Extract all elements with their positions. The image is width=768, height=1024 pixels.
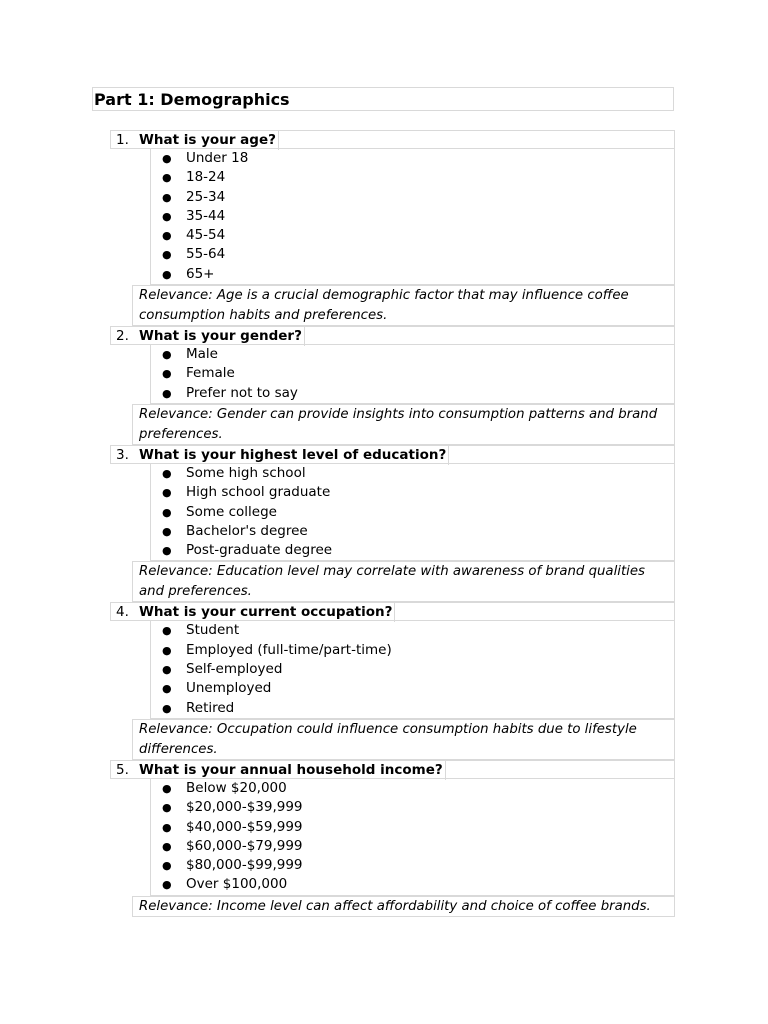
bullet-icon: ●: [162, 781, 172, 795]
option-item: [151, 503, 674, 522]
bullet-icon: ●: [162, 682, 172, 696]
option-label: Self-employed: [186, 661, 283, 678]
option-list: [150, 149, 675, 285]
option-label: Under 18: [186, 150, 249, 166]
option-label: Employed (full-time/part-time): [186, 641, 392, 658]
option-item: [151, 364, 674, 383]
option-label: Retired: [186, 699, 235, 716]
question-line: [110, 130, 675, 149]
option-item: [151, 188, 674, 207]
question-number: 5.: [116, 761, 129, 778]
bullet-icon: ●: [162, 820, 172, 834]
bullet-icon: ●: [162, 367, 172, 381]
bullet-icon: ●: [162, 624, 172, 638]
bullet-icon: ●: [162, 878, 172, 892]
option-label: Male: [186, 346, 218, 363]
question-text: What is your age?: [139, 131, 279, 150]
option-item: [151, 679, 674, 698]
option-item: [151, 699, 674, 718]
question-item: [110, 760, 675, 917]
option-item: [151, 660, 674, 679]
bullet-icon: ●: [162, 801, 172, 815]
bullet-icon: ●: [162, 839, 172, 853]
question-item: [110, 130, 675, 326]
relevance-note: Relevance: Age is a crucial demographic factor that may influence coffee consumption habits and preferences.: [132, 285, 675, 326]
relevance-note: Relevance: Gender can provide insights into consumption patterns and brand preferences.: [132, 404, 675, 445]
option-item: [151, 837, 674, 856]
option-label: Over $100,000: [186, 876, 288, 893]
question-number: 2.: [116, 328, 129, 345]
option-label: 18-24: [186, 169, 226, 186]
option-item: [151, 384, 674, 403]
option-item: [151, 483, 674, 502]
option-item: [151, 541, 674, 560]
bullet-icon: ●: [162, 524, 172, 538]
option-item: [151, 464, 674, 483]
section-heading: Part 1: Demographics: [92, 87, 674, 111]
relevance-note: Relevance: Education level may correlate with awareness of brand qualities and preferences.: [132, 561, 675, 602]
question-text: What is your highest level of education?: [139, 446, 449, 465]
option-item: [151, 779, 674, 798]
question-line: [110, 445, 675, 464]
option-item: [151, 265, 674, 284]
bullet-icon: ●: [162, 701, 172, 715]
question-text: What is your annual household income?: [139, 761, 446, 780]
option-list: [150, 779, 675, 896]
option-label: Post-graduate degree: [186, 542, 333, 559]
option-label: Prefer not to say: [186, 384, 298, 401]
option-label: Unemployed: [186, 680, 272, 697]
option-label: Some college: [186, 503, 277, 520]
bullet-icon: ●: [162, 209, 172, 223]
bullet-icon: ●: [162, 663, 172, 677]
option-item: [151, 522, 674, 541]
question-text: What is your gender?: [139, 327, 305, 346]
option-label: Below $20,000: [186, 779, 287, 796]
option-label: 25-34: [186, 188, 226, 205]
bullet-icon: ●: [162, 505, 172, 519]
option-item: [151, 818, 674, 837]
relevance-note: Relevance: Occupation could influence consumption habits due to lifestyle differences.: [132, 719, 675, 760]
bullet-icon: ●: [162, 466, 172, 480]
option-label: Student: [186, 622, 240, 639]
option-list: [150, 345, 675, 404]
bullet-icon: ●: [162, 643, 172, 657]
question-number: 3.: [116, 446, 129, 463]
question-item: [110, 602, 675, 759]
bullet-icon: ●: [162, 386, 172, 400]
bullet-icon: ●: [162, 486, 172, 500]
option-item: [151, 149, 674, 168]
relevance-note: Relevance: Income level can affect affordability and choice of coffee brands.: [132, 896, 675, 917]
question-number: 1.: [116, 132, 129, 148]
option-label: $40,000-$59,999: [186, 818, 303, 835]
question-number: 4.: [116, 604, 129, 621]
option-item: [151, 226, 674, 245]
bullet-icon: ●: [162, 267, 172, 281]
bullet-icon: ●: [162, 229, 172, 243]
option-label: High school graduate: [186, 484, 331, 501]
option-item: [151, 207, 674, 226]
option-item: [151, 621, 674, 640]
bullet-icon: ●: [162, 171, 172, 185]
option-item: [151, 798, 674, 817]
option-label: $20,000-$39,999: [186, 799, 303, 816]
option-label: $80,000-$99,999: [186, 857, 303, 874]
option-label: Female: [186, 365, 235, 382]
option-item: [151, 345, 674, 364]
option-list: [150, 621, 675, 718]
bullet-icon: ●: [162, 544, 172, 558]
bullet-icon: ●: [162, 248, 172, 262]
option-label: 55-64: [186, 246, 226, 263]
bullet-icon: ●: [162, 152, 172, 165]
option-label: $60,000-$79,999: [186, 837, 303, 854]
question-item: [110, 326, 675, 445]
question-item: [110, 445, 675, 602]
bullet-icon: ●: [162, 190, 172, 204]
bullet-icon: ●: [162, 348, 172, 362]
option-label: 65+: [186, 265, 215, 282]
option-item: [151, 168, 674, 187]
option-item: [151, 245, 674, 264]
option-item: [151, 875, 674, 894]
bullet-icon: ●: [162, 859, 172, 873]
option-item: [151, 856, 674, 875]
question-text: What is your current occupation?: [139, 603, 395, 622]
option-label: 45-54: [186, 227, 226, 244]
option-label: 35-44: [186, 207, 226, 224]
option-label: Bachelor's degree: [186, 522, 308, 539]
option-list: [150, 464, 675, 561]
question-line: [110, 602, 675, 621]
question-line: [110, 326, 675, 345]
question-line: [110, 760, 675, 779]
option-label: Some high school: [186, 464, 306, 481]
option-item: [151, 641, 674, 660]
question-list: [110, 130, 675, 917]
